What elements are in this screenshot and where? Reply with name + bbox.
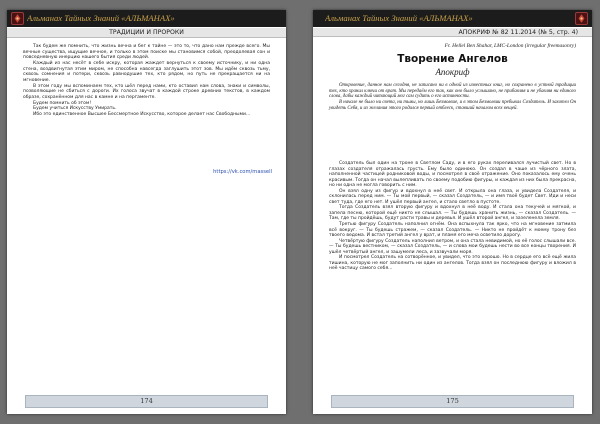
left-page: [7, 10, 286, 414]
paragraph: Так будем же помнить, что жизнь вечна и бег к тайне — это то, что дано нам прежде всего. Мы вечные существа, ищущие вечное, и только в этом поиске мы становимся собой, преодолевая сон и повседневную инерцию нашего бытия среди людей.: [23, 44, 270, 61]
paragraph: В этом году мы вспоминаем тех, кто шёл перед нами, кто оставил нам слова, знаки и символы, позволяющие не сбиться с дороги. Их голоса звучат в каждой строке древних текстов, в каждом образе, сохранённом для нас в камне и на пергаменте.: [23, 83, 270, 100]
paragraph: Ибо это единственное Высшее Бессмертное Искусство, которое делает нас Свободными...: [33, 111, 251, 117]
paragraph: Четвёртую фигуру Создатель наполнил ветром, и она стала невидимой, но её голос слышали все. — Ты будешь вестником, — сказал Создатель, — и слова мои будешь нести во все концы творения. И ушёл четвёртый ангел, и зашумели леса, и зазвучали моря.: [329, 238, 576, 255]
journal-logo-icon: [575, 12, 588, 25]
paragraph: Каждый из нас несёт в себе искру, которая жаждет вернуться к своему источнику, и ни одна стена, воздвигнутая этим миром, не способна навсегда заглушить этот зов. Мы идём сквозь тьму, сквозь сомнения и потери, сквозь равнодушие тех, кто рядом, но путь не прекращается ни на мгновение.: [23, 60, 270, 83]
paragraph: И посмотрел Создатель на сотворённое, и увидел, что это хорошо. Но в сердце его всё ещё жила тишина, которую не мог заполнить ни один из ангелов. Тогда взял он последнюю фигуру и вложил в неё частицу самого себя...: [329, 255, 576, 272]
article-body: [329, 161, 576, 272]
article-body: [23, 44, 270, 118]
header-title: Альманах Тайных Знаний «АЛЬМАНАХ»: [325, 13, 473, 23]
header-bar: [7, 10, 286, 27]
vk-link[interactable]: https://vk.com/massell: [213, 169, 272, 175]
right-page: [313, 10, 592, 414]
intro-paragraph: В начале не было ни света, ни тьмы, но лишь Безмолвие, и в этом Безмолвии пребывал Создатель. И захотел Он увидеть Себя, и из желания этого родился первый отблеск, ставший началом всех вещей.: [329, 100, 576, 111]
paragraph: Будем помнить об этом!: [33, 100, 92, 106]
header-title: Альманах Тайных Знаний «АЛЬМАНАХ»: [27, 13, 175, 23]
article-title: Творение Ангелов: [397, 53, 508, 65]
paragraph: Он взял одну из фигур и вдохнул в неё свет. И открыла она глаза, и увидела Создателя, и склонилась перед ним. — Ты мой первый, — сказал Создатель, — и имя твоё будет Свет. Иди и неси свет туда, где его нет. И ушёл первый ангел, и стало светло в пустоте.: [329, 188, 576, 205]
paragraph: Создатель был один на троне в Светлом Саду, и в его руках переливался лучистый свет. Но в глазах создателя отражалась грусть. Ему было одиноко. Он создал в чаше из чёрного злата, наполненной частицей родниковой воды, и посмотрел в своё отражение. Оно показалось ему очень красивым. Тогда он начал вылепливать по своему подобию фигуры, и каждая из них была прекрасна, но ни одна не могла говорить с ним.: [329, 161, 576, 189]
issue-info: АПОКРИФ № 82 11.2014 (№ 5, стр. 4): [313, 28, 592, 37]
page-number: 175: [331, 395, 574, 408]
page-number: 174: [25, 395, 268, 408]
intro-paragraph: Откровение, данное нам сегодня, не записано ни в одной из известных книг, но сохранено в устной традиции тех, кто хранил ключи от врат. Мы передаём его так, как оно было услышано, не прибавляя и не убавляя ни единого слова, дабы каждый читающий мог сам судить о его истинности.: [329, 83, 576, 100]
paragraph: Тогда Создатель взял вторую фигуру и вдохнул в неё воду. И стала она текучей и мягкой, и запела песню, которой ещё никто не слышал. — Ты будешь хранить жизнь, — сказал Создатель. — Там, где ты пройдёшь, будут расти травы и деревья. И ушёл второй ангел, и зазеленела земля.: [329, 205, 576, 222]
article-intro: [329, 83, 576, 112]
paragraph: Будем учиться Искусству Умирать.: [33, 106, 117, 112]
header-bar: [313, 10, 592, 27]
author-line: Fr. Hellel Ben Shahar, LMC-London (irregular freemasonry): [444, 43, 576, 49]
journal-logo-icon: [11, 12, 24, 25]
paragraph: Третью фигуру Создатель наполнил огнём. Она вспыхнула так ярко, что на мгновение затмила всё вокруг. — Ты будешь стражем, — сказал Создатель. — Никто не пройдёт к моему трону без твоего ведома. И встал третий ангел у врат, и пламя его меча осветило дорогу.: [329, 222, 576, 239]
section-title: ТРАДИЦИИ И ПРОРОКИ: [7, 28, 286, 38]
article-subtitle: Апокриф: [435, 67, 470, 77]
